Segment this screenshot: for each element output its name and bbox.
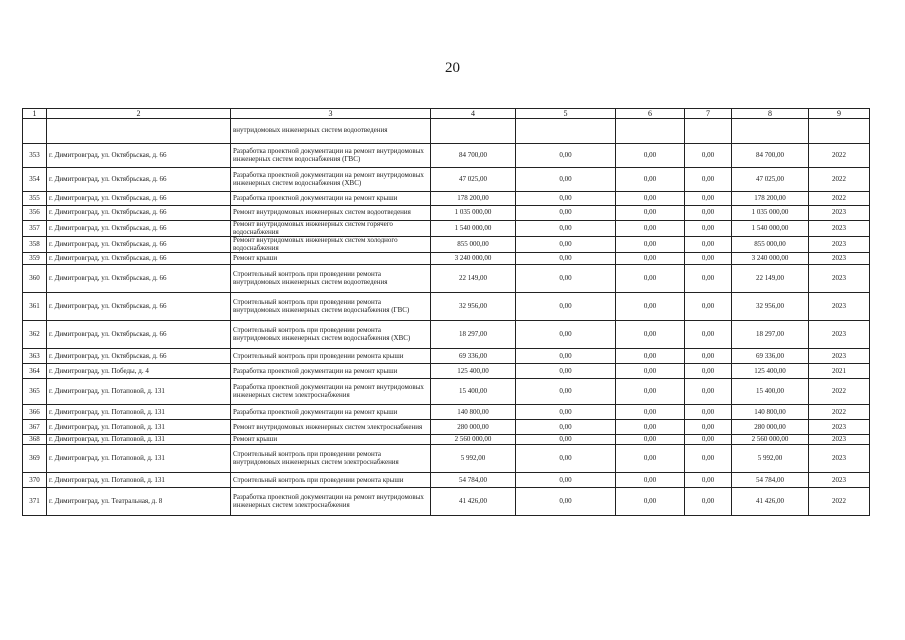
address-cell: г. Димитровград, ул. Октябрьская, д. 66 (47, 144, 231, 168)
amount-cell: 0,00 (685, 144, 732, 168)
year-cell: 2023 (809, 435, 870, 445)
amount-cell: 178 200,00 (431, 192, 516, 206)
amount-cell: 0,00 (685, 435, 732, 445)
row-number: 355 (23, 192, 47, 206)
address-cell: г. Димитровград, ул. Октябрьская, д. 66 (47, 349, 231, 364)
amount-cell: 0,00 (685, 237, 732, 253)
table-row (23, 445, 870, 473)
row-number: 371 (23, 488, 47, 516)
row-number: 366 (23, 405, 47, 420)
table-row (23, 488, 870, 516)
amount-cell: 1 540 000,00 (732, 221, 809, 237)
table-row (23, 321, 870, 349)
amount-cell: 32 956,00 (431, 293, 516, 321)
address-cell: г. Димитровград, ул. Октябрьская, д. 66 (47, 192, 231, 206)
row-number: 360 (23, 265, 47, 293)
work-description: Ремонт внутридомовых инженерных систем электроснабжения (231, 420, 431, 435)
table-row (23, 168, 870, 192)
row-number: 367 (23, 420, 47, 435)
row-number: 364 (23, 364, 47, 379)
row-number: 361 (23, 293, 47, 321)
amount-cell: 0,00 (616, 379, 685, 405)
amount-cell: 0,00 (685, 488, 732, 516)
amount-cell: 0,00 (616, 293, 685, 321)
cell (809, 119, 870, 144)
row-number: 362 (23, 321, 47, 349)
amount-cell: 1 035 000,00 (431, 206, 516, 221)
amount-cell: 0,00 (616, 445, 685, 473)
amount-cell: 0,00 (685, 321, 732, 349)
amount-cell: 140 800,00 (732, 405, 809, 420)
work-description: Строительный контроль при проведении ремонта внутридомовых инженерных систем водоснабжения (ХВС) (231, 321, 431, 349)
row-number: 356 (23, 206, 47, 221)
work-description: внутридомовых инженерных систем водоотведения (231, 119, 431, 144)
amount-cell: 0,00 (516, 321, 616, 349)
address-cell: г. Димитровград, ул. Октябрьская, д. 66 (47, 293, 231, 321)
amount-cell: 3 240 000,00 (732, 253, 809, 265)
amount-cell: 0,00 (685, 265, 732, 293)
amount-cell: 0,00 (616, 349, 685, 364)
table-row (23, 379, 870, 405)
work-description: Строительный контроль при проведении ремонта внутридомовых инженерных систем водоснабжения (ГВС) (231, 293, 431, 321)
amount-cell: 0,00 (685, 168, 732, 192)
column-header: 4 (431, 109, 516, 119)
address-cell: г. Димитровград, ул. Потаповой, д. 131 (47, 420, 231, 435)
address-cell: г. Димитровград, ул. Потаповой, д. 131 (47, 379, 231, 405)
amount-cell: 0,00 (616, 168, 685, 192)
amount-cell: 0,00 (616, 221, 685, 237)
column-header: 9 (809, 109, 870, 119)
amount-cell: 0,00 (516, 379, 616, 405)
amount-cell: 0,00 (685, 405, 732, 420)
amount-cell: 0,00 (516, 445, 616, 473)
amount-cell: 18 297,00 (732, 321, 809, 349)
work-description: Ремонт крыши (231, 253, 431, 265)
amount-cell: 0,00 (685, 221, 732, 237)
year-cell: 2023 (809, 221, 870, 237)
year-cell: 2023 (809, 321, 870, 349)
amount-cell: 855 000,00 (732, 237, 809, 253)
amount-cell: 0,00 (616, 321, 685, 349)
amount-cell: 1 540 000,00 (431, 221, 516, 237)
work-description: Ремонт внутридомовых инженерных систем горячего водоснабжения (231, 221, 431, 237)
cell (23, 119, 47, 144)
row-number: 358 (23, 237, 47, 253)
amount-cell: 2 560 000,00 (732, 435, 809, 445)
work-description: Строительный контроль при проведении ремонта внутридомовых инженерных систем водоотведения (231, 265, 431, 293)
cell (685, 119, 732, 144)
column-header: 3 (231, 109, 431, 119)
amount-cell: 0,00 (685, 349, 732, 364)
amount-cell: 47 025,00 (431, 168, 516, 192)
cell (47, 119, 231, 144)
work-description: Разработка проектной документации на ремонт внутридомовых инженерных систем водоснабжения (ХВС) (231, 168, 431, 192)
amount-cell: 0,00 (516, 192, 616, 206)
column-header: 6 (616, 109, 685, 119)
table-row (23, 364, 870, 379)
address-cell: г. Димитровград, ул. Октябрьская, д. 66 (47, 221, 231, 237)
row-number: 357 (23, 221, 47, 237)
work-description: Разработка проектной документации на ремонт крыши (231, 405, 431, 420)
table-row (23, 144, 870, 168)
year-cell: 2022 (809, 192, 870, 206)
amount-cell: 0,00 (516, 405, 616, 420)
amount-cell: 69 336,00 (732, 349, 809, 364)
row-number: 370 (23, 473, 47, 488)
amount-cell: 22 149,00 (431, 265, 516, 293)
amount-cell: 18 297,00 (431, 321, 516, 349)
address-cell: г. Димитровград, ул. Потаповой, д. 131 (47, 473, 231, 488)
amount-cell: 0,00 (516, 420, 616, 435)
year-cell: 2023 (809, 265, 870, 293)
amount-cell: 15 400,00 (431, 379, 516, 405)
work-description: Ремонт крыши (231, 435, 431, 445)
column-header: 8 (732, 109, 809, 119)
table-row (23, 420, 870, 435)
amount-cell: 5 992,00 (431, 445, 516, 473)
year-cell: 2023 (809, 420, 870, 435)
amount-cell: 5 992,00 (732, 445, 809, 473)
year-cell: 2022 (809, 168, 870, 192)
year-cell: 2022 (809, 405, 870, 420)
amount-cell: 0,00 (685, 473, 732, 488)
address-cell: г. Димитровград, ул. Потаповой, д. 131 (47, 445, 231, 473)
amount-cell: 2 560 000,00 (431, 435, 516, 445)
year-cell: 2022 (809, 488, 870, 516)
amount-cell: 178 200,00 (732, 192, 809, 206)
cell (732, 119, 809, 144)
work-description: Разработка проектной документации на ремонт внутридомовых инженерных систем электроснабжения (231, 379, 431, 405)
year-cell: 2022 (809, 379, 870, 405)
cell (516, 119, 616, 144)
amount-cell: 0,00 (616, 473, 685, 488)
amount-cell: 0,00 (685, 364, 732, 379)
amount-cell: 125 400,00 (431, 364, 516, 379)
year-cell: 2023 (809, 445, 870, 473)
row-number: 353 (23, 144, 47, 168)
row-number: 365 (23, 379, 47, 405)
amount-cell: 54 784,00 (732, 473, 809, 488)
table-body (23, 144, 870, 516)
amount-cell: 0,00 (516, 237, 616, 253)
table-row (23, 221, 870, 237)
address-cell: г. Димитровград, ул. Потаповой, д. 131 (47, 405, 231, 420)
table-row (23, 253, 870, 265)
amount-cell: 1 035 000,00 (732, 206, 809, 221)
amount-cell: 22 149,00 (732, 265, 809, 293)
amount-cell: 0,00 (516, 221, 616, 237)
amount-cell: 0,00 (616, 206, 685, 221)
work-description: Разработка проектной документации на ремонт внутридомовых инженерных систем водоснабжения (ГВС) (231, 144, 431, 168)
column-header: 7 (685, 109, 732, 119)
amount-cell: 0,00 (516, 253, 616, 265)
amount-cell: 0,00 (685, 379, 732, 405)
table-row (23, 192, 870, 206)
address-cell: г. Димитровград, ул. Октябрьская, д. 66 (47, 237, 231, 253)
amount-cell: 0,00 (616, 144, 685, 168)
address-cell: г. Димитровград, ул. Октябрьская, д. 66 (47, 321, 231, 349)
work-description: Разработка проектной документации на ремонт внутридомовых инженерных систем электроснабжения (231, 488, 431, 516)
amount-cell: 32 956,00 (732, 293, 809, 321)
address-cell: г. Димитровград, ул. Октябрьская, д. 66 (47, 168, 231, 192)
row-number: 359 (23, 253, 47, 265)
amount-cell: 280 000,00 (732, 420, 809, 435)
amount-cell: 0,00 (616, 435, 685, 445)
work-description: Строительный контроль при проведении ремонта крыши (231, 473, 431, 488)
cell (431, 119, 516, 144)
work-description: Строительный контроль при проведении ремонта внутридомовых инженерных систем электроснабжения (231, 445, 431, 473)
address-cell: г. Димитровград, ул. Потаповой, д. 131 (47, 435, 231, 445)
table-row (23, 206, 870, 221)
row-number: 369 (23, 445, 47, 473)
amount-cell: 280 000,00 (431, 420, 516, 435)
address-cell: г. Димитровград, ул. Победы, д. 4 (47, 364, 231, 379)
table-row (23, 293, 870, 321)
amount-cell: 0,00 (516, 349, 616, 364)
address-cell: г. Димитровград, ул. Октябрьская, д. 66 (47, 253, 231, 265)
amount-cell: 0,00 (616, 488, 685, 516)
amount-cell: 0,00 (685, 445, 732, 473)
amount-cell: 0,00 (516, 293, 616, 321)
amount-cell: 0,00 (616, 253, 685, 265)
amount-cell: 855 000,00 (431, 237, 516, 253)
year-cell: 2023 (809, 349, 870, 364)
column-header: 5 (516, 109, 616, 119)
page-number: 20 (445, 60, 460, 76)
address-cell: г. Димитровград, ул. Октябрьская, д. 66 (47, 265, 231, 293)
year-cell: 2023 (809, 206, 870, 221)
amount-cell: 125 400,00 (732, 364, 809, 379)
amount-cell: 0,00 (616, 420, 685, 435)
amount-cell: 84 700,00 (431, 144, 516, 168)
work-description: Строительный контроль при проведении ремонта крыши (231, 349, 431, 364)
amount-cell: 0,00 (616, 192, 685, 206)
work-description: Разработка проектной документации на ремонт крыши (231, 364, 431, 379)
amount-cell: 3 240 000,00 (431, 253, 516, 265)
address-cell: г. Димитровград, ул. Театральная, д. 8 (47, 488, 231, 516)
amount-cell: 0,00 (516, 435, 616, 445)
address-cell: г. Димитровград, ул. Октябрьская, д. 66 (47, 206, 231, 221)
amount-cell: 41 426,00 (732, 488, 809, 516)
continuation-row (23, 119, 870, 144)
amount-cell: 0,00 (516, 168, 616, 192)
column-header: 1 (23, 109, 47, 119)
amount-cell: 54 784,00 (431, 473, 516, 488)
amount-cell: 0,00 (685, 253, 732, 265)
row-number: 363 (23, 349, 47, 364)
repair-schedule-table (22, 108, 870, 516)
year-cell: 2023 (809, 237, 870, 253)
amount-cell: 15 400,00 (732, 379, 809, 405)
amount-cell: 0,00 (516, 364, 616, 379)
amount-cell: 0,00 (516, 206, 616, 221)
column-header: 2 (47, 109, 231, 119)
year-cell: 2021 (809, 364, 870, 379)
amount-cell: 0,00 (616, 265, 685, 293)
amount-cell: 41 426,00 (431, 488, 516, 516)
work-description: Ремонт внутридомовых инженерных систем холодного водоснабжения (231, 237, 431, 253)
row-number: 354 (23, 168, 47, 192)
column-number-header (23, 109, 870, 119)
year-cell: 2023 (809, 253, 870, 265)
table-row (23, 349, 870, 364)
work-description: Разработка проектной документации на ремонт крыши (231, 192, 431, 206)
year-cell: 2022 (809, 144, 870, 168)
amount-cell: 0,00 (685, 192, 732, 206)
table-row (23, 473, 870, 488)
year-cell: 2023 (809, 473, 870, 488)
amount-cell: 0,00 (616, 237, 685, 253)
amount-cell: 69 336,00 (431, 349, 516, 364)
row-number: 368 (23, 435, 47, 445)
amount-cell: 0,00 (616, 364, 685, 379)
amount-cell: 0,00 (516, 144, 616, 168)
table-row (23, 265, 870, 293)
work-description: Ремонт внутридомовых инженерных систем водоотведения (231, 206, 431, 221)
year-cell: 2023 (809, 293, 870, 321)
amount-cell: 84 700,00 (732, 144, 809, 168)
amount-cell: 0,00 (685, 420, 732, 435)
amount-cell: 0,00 (685, 206, 732, 221)
amount-cell: 47 025,00 (732, 168, 809, 192)
amount-cell: 0,00 (516, 265, 616, 293)
amount-cell: 0,00 (685, 293, 732, 321)
amount-cell: 0,00 (516, 488, 616, 516)
table-row (23, 435, 870, 445)
cell (616, 119, 685, 144)
amount-cell: 140 800,00 (431, 405, 516, 420)
table-row (23, 237, 870, 253)
amount-cell: 0,00 (516, 473, 616, 488)
table-row (23, 405, 870, 420)
amount-cell: 0,00 (616, 405, 685, 420)
